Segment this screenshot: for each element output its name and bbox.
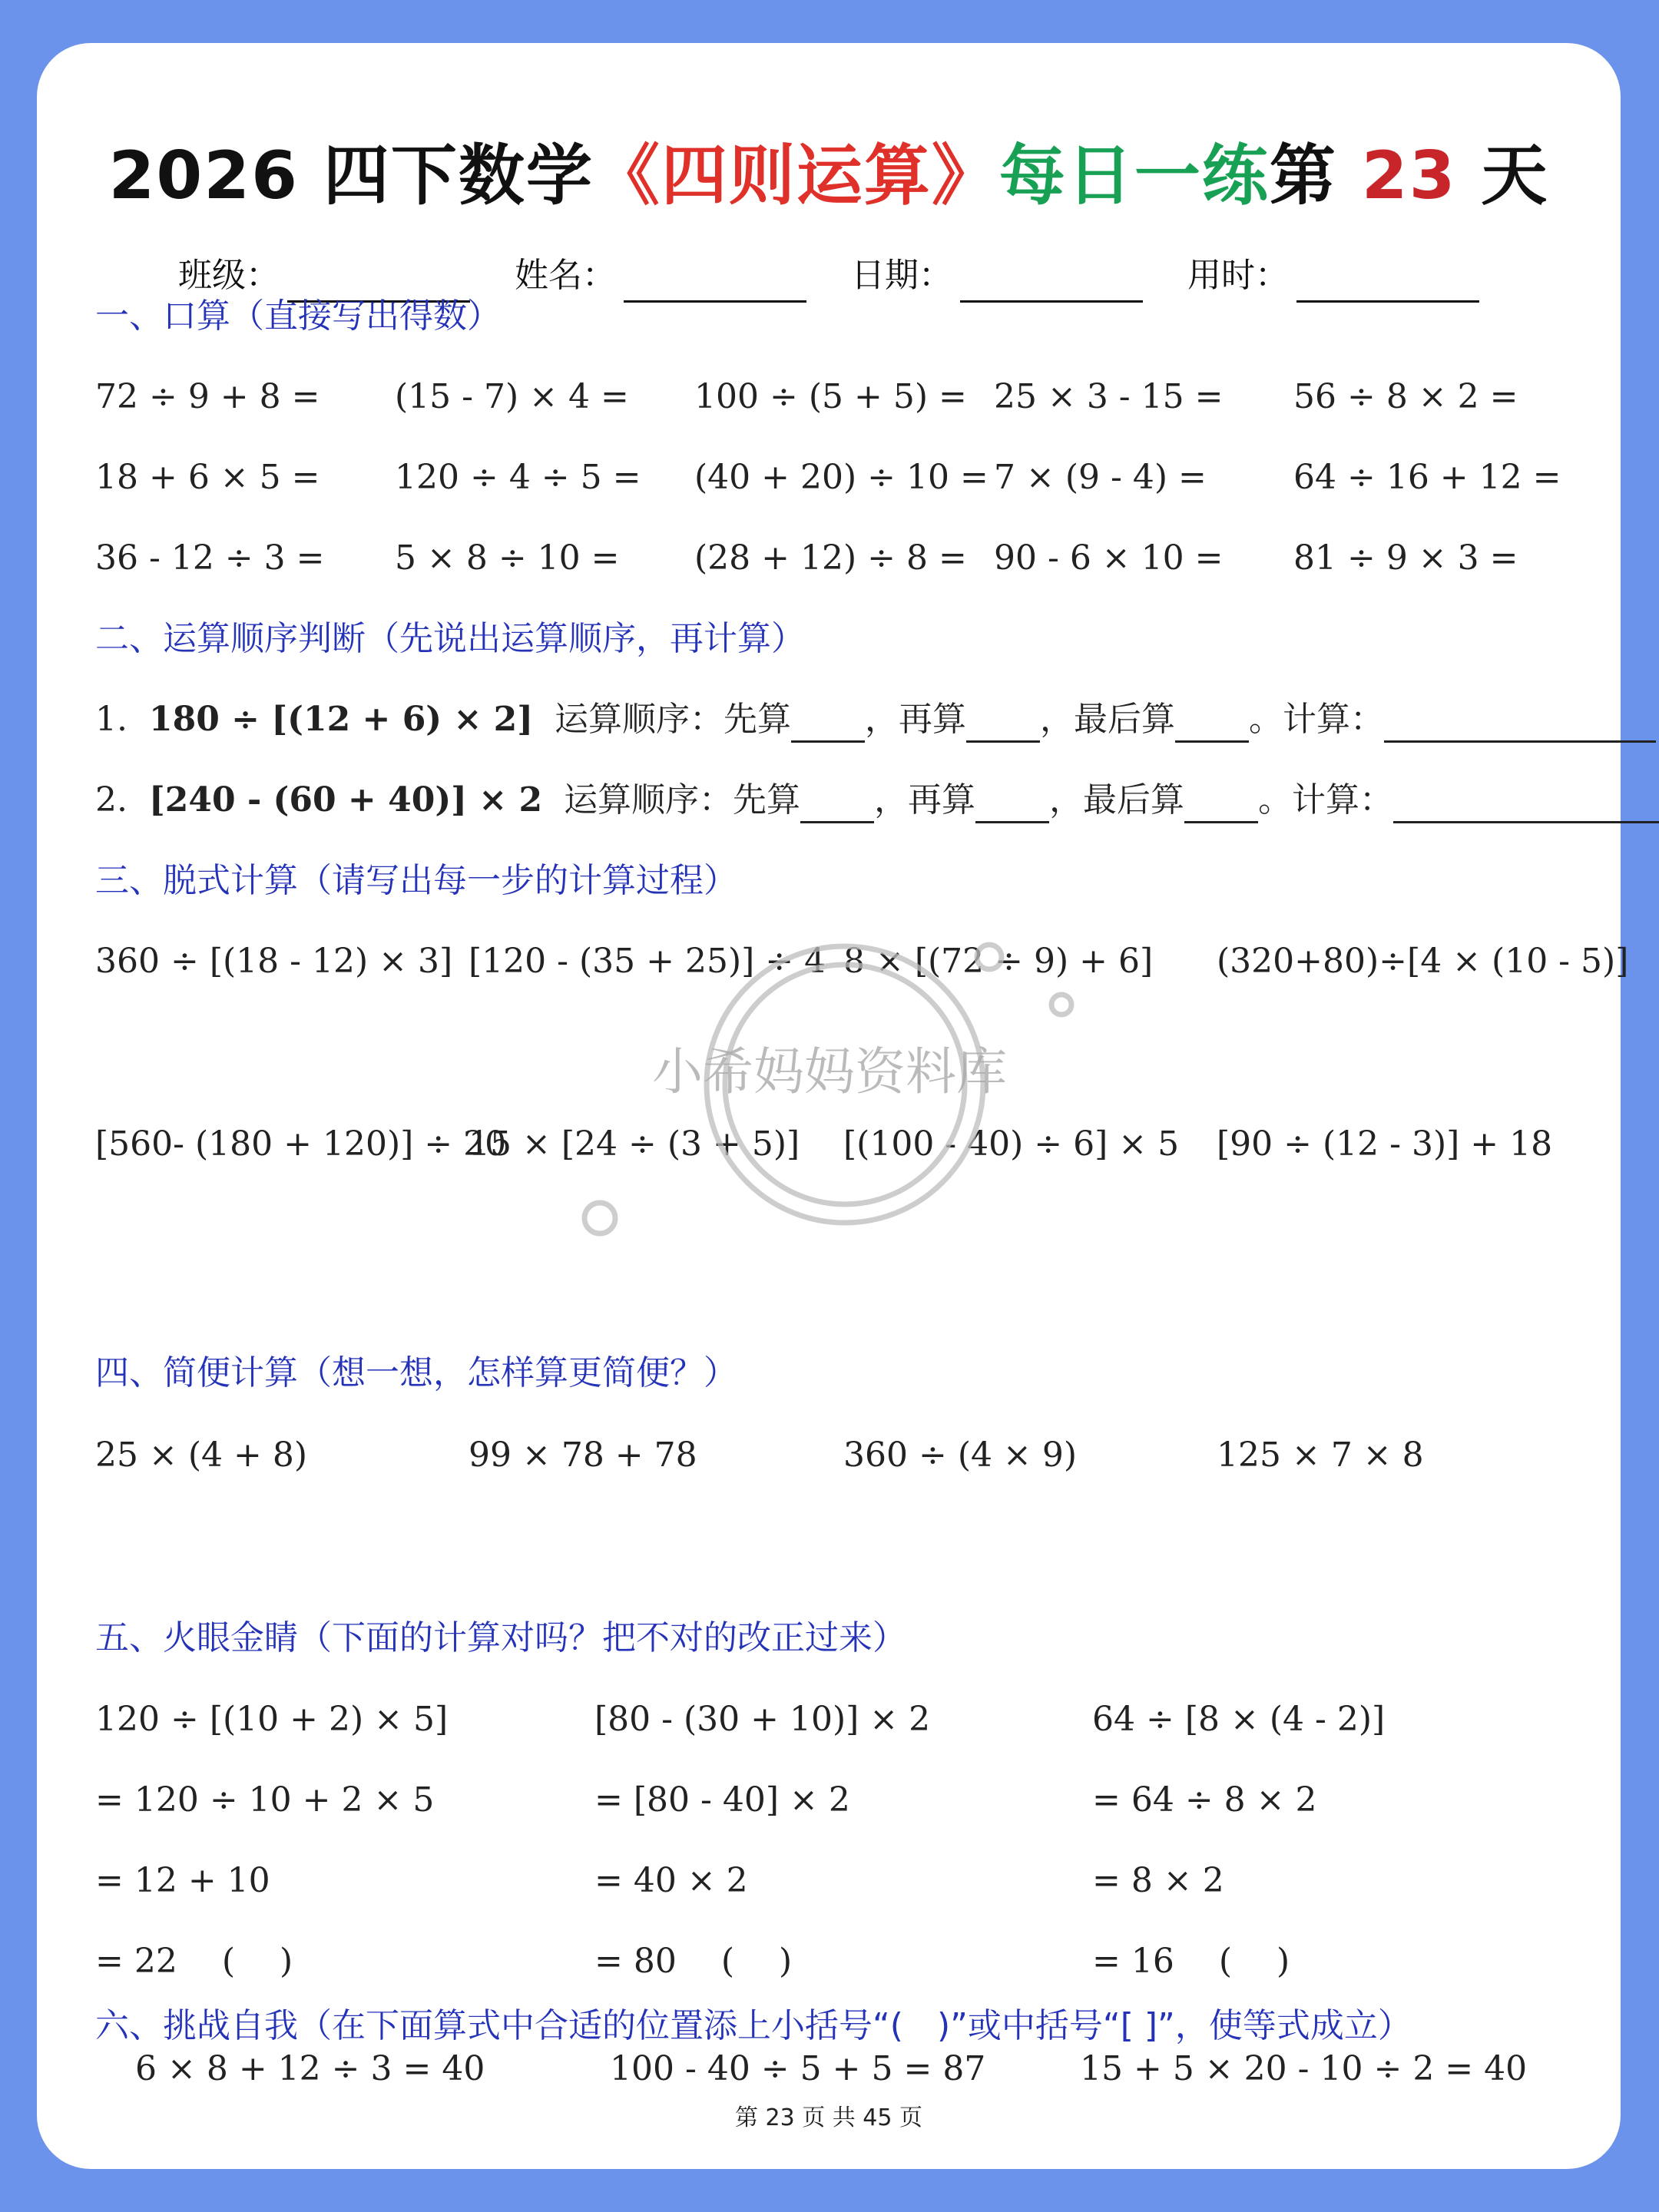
title-grade: 2026 四下数学 [108,137,594,214]
step-item: 15 × [24 ÷ (3 + 5)] [469,1124,800,1164]
title-topic: 《四则运算》 [593,137,999,214]
step-item: [560- (180 + 120)] ÷ 20 [95,1124,507,1164]
step-item: [(100 - 40) ÷ 6] × 5 [843,1124,1180,1164]
simple-item: 125 × 7 × 8 [1217,1435,1424,1475]
watermark-dot [1051,995,1071,1015]
oral-item: 36 - 12 ÷ 3 = [95,538,325,578]
oral-item: 120 ÷ 4 ÷ 5 = [395,458,641,497]
oral-item: 7 × (9 - 4) = [994,458,1207,497]
check-answer[interactable]: = 80 ( ) [594,1942,793,1981]
title-day-number: 23 [1361,137,1457,214]
worksheet-page [37,43,1629,2169]
watermark-dot [977,945,1002,969]
watermark-dot [584,1203,615,1233]
order-question-2: 2. [240 - (60 + 40)] × 2 运算顺序：先算 ，再算 ，最后算 。计算： [95,777,1659,823]
class-field[interactable]: 班级： [178,249,470,303]
order-question-1: 1. 180 ÷ [(12 + 6) × 2] 运算顺序：先算 ，再算 ，最后算 。计算： [95,697,1656,743]
check-answer[interactable]: = 22 ( ) [95,1942,293,1981]
oral-item: 18 + 6 × 5 = [95,458,320,497]
date-field[interactable]: 日期： [851,249,1143,303]
oral-item: 56 ÷ 8 × 2 = [1293,377,1518,416]
section-check-title: 五、火眼金睛（下面的计算对吗？把不对的改正过来） [95,1618,906,1657]
check-item: [80 - (30 + 10)] × 2 [594,1700,931,1739]
oral-item: (40 + 20) ÷ 10 = [694,458,988,497]
title-day-suffix: 天 [1456,137,1549,214]
check-item: = 64 ÷ 8 × 2 [1092,1780,1317,1820]
section-oral-title: 一、口算（直接写出得数） [95,296,501,336]
order-expression: 180 ÷ [(12 + 6) × 2] [148,700,534,739]
oral-item: 72 ÷ 9 + 8 = [95,377,320,416]
oral-item: (15 - 7) × 4 = [395,377,629,416]
page-number: 第 23 页 共 45 页 [734,2104,923,2131]
step-item: (320+80)÷[4 × (10 - 5)] [1217,942,1629,981]
simple-item: 99 × 78 + 78 [469,1435,697,1475]
check-item: = 12 + 10 [95,1861,270,1900]
name-field[interactable]: 姓名： [515,249,806,303]
check-item: = 8 × 2 [1092,1861,1224,1900]
check-item: 64 ÷ [8 × (4 - 2)] [1092,1700,1386,1739]
simple-item: 25 × (4 + 8) [95,1435,307,1475]
oral-item: 64 ÷ 16 + 12 = [1293,458,1561,497]
time-field[interactable]: 用时： [1187,249,1479,303]
title-day-prefix: 第 [1269,137,1362,214]
order-expression: [240 - (60 + 40)] × 2 [148,780,543,820]
watermark-logo [37,43,1621,2169]
challenge-item[interactable]: 15 + 5 × 20 - 10 ÷ 2 = 40 [1080,2049,1528,2088]
oral-item: 90 - 6 × 10 = [994,538,1224,578]
section-order-title: 二、运算顺序判断（先说出运算顺序，再计算） [95,619,805,658]
step-item: [120 - (35 + 25)] ÷ 4 [469,942,826,981]
oral-item: (28 + 12) ÷ 8 = [694,538,967,578]
check-item: = 40 × 2 [594,1861,748,1900]
oral-item: 81 ÷ 9 × 3 = [1293,538,1518,578]
title-daily: 每日一练 [998,137,1270,214]
check-item: = 120 ÷ 10 + 2 × 5 [95,1780,435,1820]
step-item: 8 × [(72 ÷ 9) + 6] [843,942,1154,981]
oral-item: 25 × 3 - 15 = [994,377,1224,416]
oral-item: 100 ÷ (5 + 5) = [694,377,967,416]
oral-item: 5 × 8 ÷ 10 = [395,538,620,578]
check-item: = [80 - 40] × 2 [594,1780,850,1820]
challenge-item[interactable]: 6 × 8 + 12 ÷ 3 = 40 [135,2049,485,2088]
check-item: 120 ÷ [(10 + 2) × 5] [95,1700,449,1739]
watermark-text: 小希妈妈资料库 [652,1042,1007,1101]
step-item: 360 ÷ [(18 - 12) × 3] [95,942,453,981]
simple-item: 360 ÷ (4 × 9) [843,1435,1077,1475]
challenge-item[interactable]: 100 - 40 ÷ 5 + 5 = 87 [610,2049,986,2088]
section-challenge-title: 六、挑战自我（在下面算式中合适的位置添上小括号“( )”或中括号“[ ]”，使等式成立） [95,2006,1412,2045]
step-item: [90 ÷ (12 - 3)] + 18 [1217,1124,1553,1164]
section-simple-title: 四、简便计算（想一想，怎样算更简便？） [95,1353,737,1392]
section-step-title: 三、脱式计算（请写出每一步的计算过程） [95,861,737,900]
check-answer[interactable]: = 16 ( ) [1092,1942,1290,1981]
